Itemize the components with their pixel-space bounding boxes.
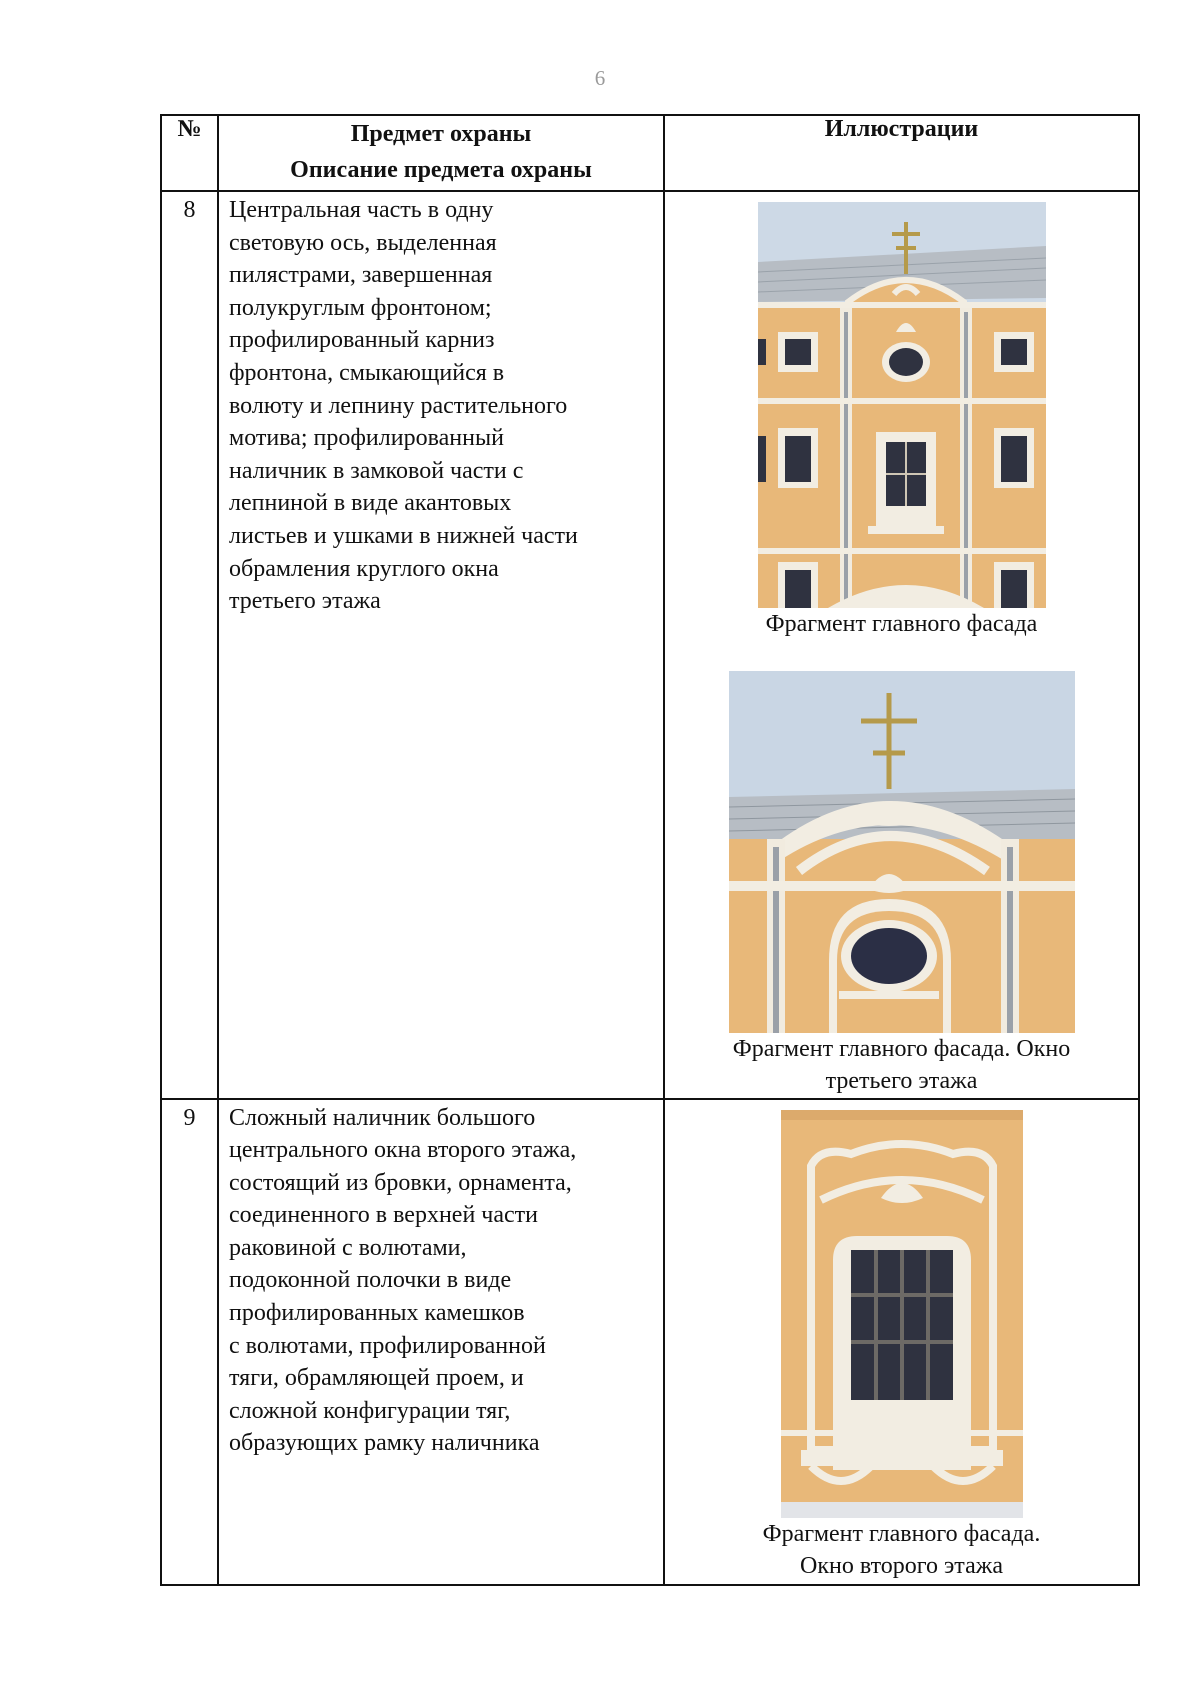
row-number: 8 [161,191,218,1099]
header-number: № [161,115,218,191]
header-description [218,115,664,191]
table-header-row [161,115,1139,191]
header-illustrations: Иллюстрации [664,115,1139,191]
row-description: Центральная часть в одну световую ось, выделенная пилястрами, завершенная полукруглым фронтоном; профилированный карниз фронтона, смыкающийся в волюту и лепнину растительного мотива; профилированный наличник в замковой части с лепниной в виде акантовых листьев и ушками в нижней части обрамления круглого окна третьего этажа [218,191,664,1099]
figure-caption: Фрагмент главного фасада [765,611,1038,637]
row-illustrations [664,191,1139,1099]
header-description-line1: Предмет охраны [350,121,532,147]
page-number: 6 [594,66,606,90]
table-row [161,191,1139,1099]
second-floor-window-photo [781,1110,1023,1518]
table-row [161,1099,1139,1585]
row-illustrations [664,1099,1139,1585]
protection-table [160,114,1140,1586]
third-floor-window-photo [729,671,1075,1033]
row-description: Сложный наличник большого центрального окна второго этажа, состоящий из бровки, орнамента, соединенного в верхней части раковиной с волютами, подоконной полочки в виде профилированных камешков с волютами, профилированной тяги, обрамляющей проем, и сложной конфигурации тяг, образующих рамку наличника [218,1099,664,1585]
figure-caption: Фрагмент главного фасада. Окно третьего этажа [732,1035,1071,1094]
header-description-line2: Описание предмета охраны [290,157,592,183]
row-number: 9 [161,1099,218,1585]
facade-fragment-photo [758,202,1046,608]
figure-caption: Фрагмент главного фасада. Окно второго этажа [762,1520,1041,1579]
